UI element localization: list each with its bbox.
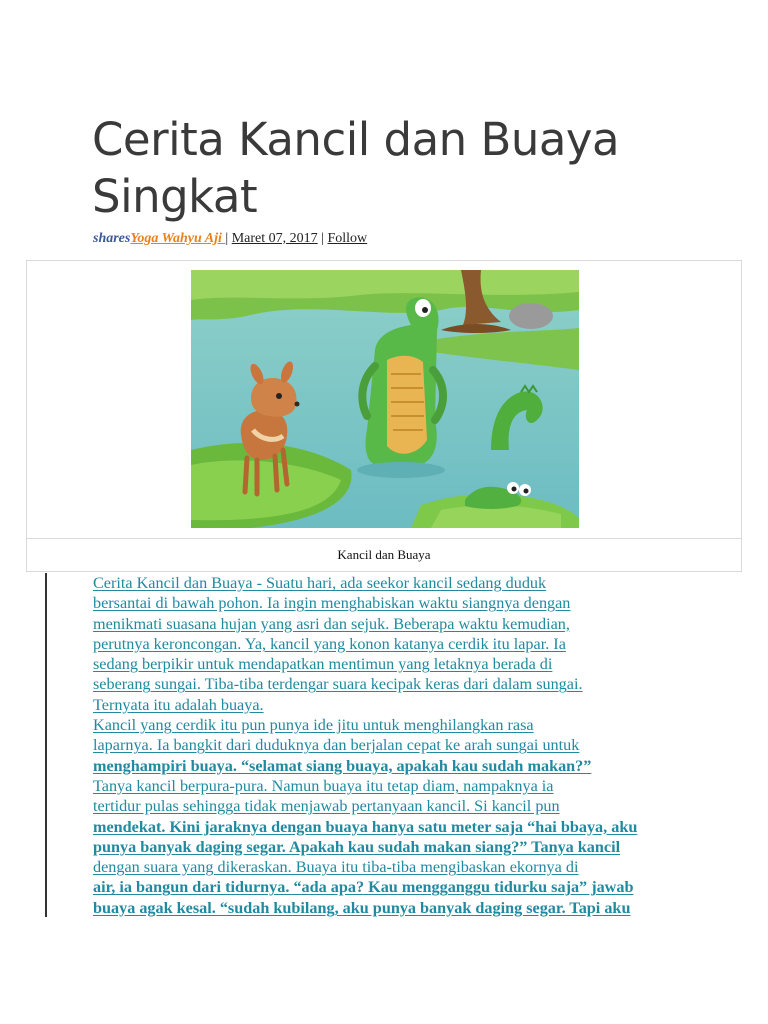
paragraph-2	[93, 715, 683, 918]
text-line[interactable]: Tanya kancil berpura-pura. Namun buaya itu tetap diam, nampaknya ia	[93, 776, 554, 795]
figure-caption: Kancil dan Buaya	[337, 547, 431, 562]
text-line[interactable]: dengan suara yang dikeraskan. Buaya itu tiba-tiba mengibaskan ekornya di	[93, 858, 579, 877]
quote-bar	[45, 573, 47, 917]
paragraph-1	[93, 573, 683, 715]
text-line[interactable]: tertidur pulas sehingga tidak menjawab pertanyaan kancil. Si kancil pun	[93, 797, 560, 816]
meta-separator: |	[225, 231, 232, 246]
text-line[interactable]: laparnya. Ia bangkit dari duduknya dan berjalan cepat ke arah sungai untuk	[93, 736, 580, 755]
text-line[interactable]: buaya agak kesal. “sudah kubilang, aku punya banyak daging segar. Tapi aku	[93, 898, 631, 917]
article-meta	[93, 231, 367, 247]
follow-link[interactable]: Follow	[327, 231, 368, 246]
meta-separator: |	[317, 231, 328, 246]
shares-label: shares	[93, 231, 131, 246]
text-line[interactable]: sedang berpikir untuk mendapatkan mentimun yang letaknya berada di	[93, 655, 553, 674]
caption-divider	[27, 538, 741, 539]
article-title: Cerita Kancil dan Buaya Singkat	[92, 113, 620, 223]
text-line[interactable]: menghampiri buaya. “selamat siang buaya, apakah kau sudah makan?”	[93, 756, 592, 775]
text-line[interactable]: seberang sungai. Tiba-tiba terdengar suara kecipak keras dari dalam sungai.	[93, 675, 583, 694]
article-body	[93, 573, 683, 918]
text-line[interactable]: bersantai di bawah pohon. Ia ingin menghabiskan waktu siangnya dengan	[93, 594, 571, 613]
text-line[interactable]: Cerita Kancil dan Buaya - Suatu hari, ada seekor kancil sedang duduk	[93, 574, 547, 592]
text-line[interactable]: mendekat. Kini jaraknya dengan buaya hanya satu meter saja “hai bbaya, aku	[93, 817, 638, 836]
text-line[interactable]: Ternyata itu adalah buaya.	[93, 695, 264, 714]
text-line[interactable]: Kancil yang cerdik itu pun punya ide jitu untuk menghilangkan rasa	[93, 716, 534, 735]
text-line[interactable]: perutnya keroncongan. Ya, kancil yang konon katanya cerdik itu lapar. Ia	[93, 634, 566, 653]
date-link[interactable]: Maret 07, 2017	[231, 231, 318, 246]
text-line[interactable]: menikmati suasana hujan yang asri dan sejuk. Beberapa waktu kemudian,	[93, 614, 570, 633]
author-link[interactable]: Yoga Wahyu Aji	[130, 231, 226, 246]
article-figure	[26, 260, 742, 572]
text-line[interactable]: air, ia bangun dari tidurnya. “ada apa? Kau mengganggu tidurku saja” jawab	[93, 878, 634, 897]
text-line[interactable]: punya banyak daging segar. Apakah kau sudah makan siang?” Tanya kancil	[93, 837, 621, 856]
kancil-buaya-illustration	[191, 270, 579, 528]
